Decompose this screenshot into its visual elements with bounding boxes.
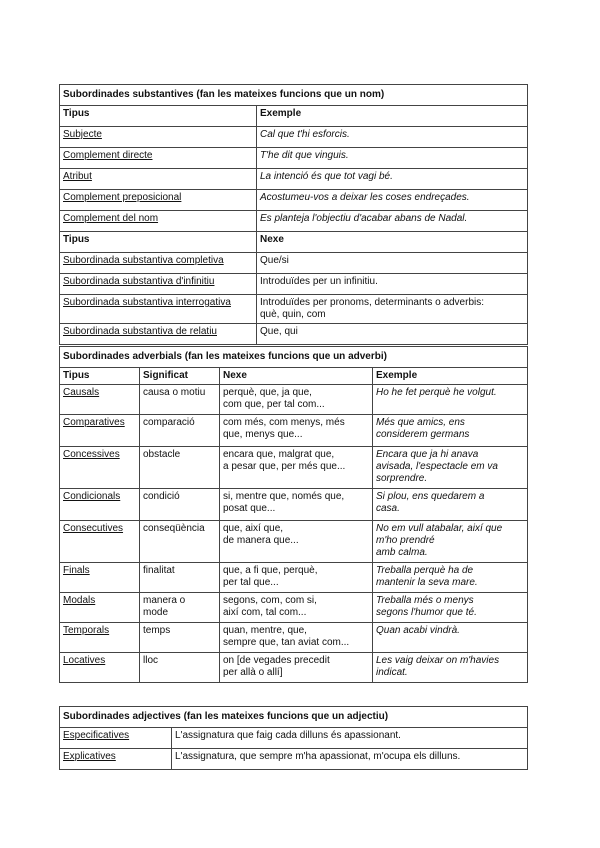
- table-row: [60, 563, 528, 593]
- link-atribut[interactable]: Atribut: [63, 171, 92, 182]
- table-row: [60, 593, 528, 623]
- column-header: Tipus: [60, 368, 140, 385]
- nexe-cell: quan, mentre, que, sempre que, tan aviat com...: [220, 623, 373, 653]
- column-header: Nexe: [257, 232, 528, 253]
- column-header: Significat: [140, 368, 220, 385]
- table-row: [60, 447, 528, 489]
- link-concessives[interactable]: Concessives: [63, 449, 120, 460]
- example-cell: Es planteja l'objectiu d'acabar abans de Nadal.: [257, 211, 528, 232]
- significat-cell: obstacle: [140, 447, 220, 489]
- column-header: Exemple: [373, 368, 528, 385]
- significat-cell: causa o motiu: [140, 385, 220, 415]
- substantives-table: [59, 84, 528, 345]
- nexe-cell: Introduïdes per un infinitiu.: [257, 274, 528, 295]
- adverbials-title: Subordinades adverbials (fan les mateixes funcions que un adverbi): [60, 347, 528, 368]
- adjectives-title: Subordinades adjectives (fan les mateixes funcions que un adjectiu): [60, 707, 528, 728]
- column-header: Nexe: [220, 368, 373, 385]
- adverbials-table: [59, 346, 528, 683]
- significat-cell: finalitat: [140, 563, 220, 593]
- nexe-cell: si, mentre que, només que, posat que...: [220, 489, 373, 521]
- example-cell: Encara que ja hi anava avisada, l'espectacle em va sorprendre.: [373, 447, 528, 489]
- link-locatives[interactable]: Locatives: [63, 655, 106, 666]
- table-row: [60, 623, 528, 653]
- significat-cell: conseqüència: [140, 521, 220, 563]
- table-row: [60, 415, 528, 447]
- significat-cell: condició: [140, 489, 220, 521]
- link-condicionals[interactable]: Condicionals: [63, 491, 121, 502]
- link-complement-del-nom[interactable]: Complement del nom: [63, 213, 159, 224]
- link-consecutives[interactable]: Consecutives: [63, 523, 124, 534]
- example-cell: No em vull atabalar, així que m'ho prendré amb calma.: [373, 521, 528, 563]
- example-cell: Treballa més o menys segons l'humor que té.: [373, 593, 528, 623]
- link-relatiu[interactable]: Subordinada substantiva de relatiu: [63, 326, 217, 337]
- table-row: [60, 521, 528, 563]
- link-finals[interactable]: Finals: [63, 565, 90, 576]
- example-cell: Treballa perquè ha de mantenir la seva mare.: [373, 563, 528, 593]
- example-cell: Cal que t'hi esforcis.: [257, 127, 528, 148]
- link-infinitiu[interactable]: Subordinada substantiva d'infinitiu: [63, 276, 215, 287]
- link-explicatives[interactable]: Explicatives: [63, 751, 116, 762]
- link-complement-directe[interactable]: Complement directe: [63, 150, 153, 161]
- nexe-cell: Que/si: [257, 253, 528, 274]
- link-comparatives[interactable]: Comparatives: [63, 417, 125, 428]
- link-modals[interactable]: Modals: [63, 595, 96, 606]
- example-cell: Més que amics, ens considerem germans: [373, 415, 528, 447]
- significat-cell: lloc: [140, 653, 220, 683]
- nexe-cell: com més, com menys, més que, menys que...: [220, 415, 373, 447]
- adjectives-table: [59, 706, 528, 770]
- nexe-cell: perquè, que, ja que, com que, per tal com...: [220, 385, 373, 415]
- example-cell: Quan acabi vindrà.: [373, 623, 528, 653]
- example-cell: Les vaig deixar on m'havies indicat.: [373, 653, 528, 683]
- link-especificatives[interactable]: Especificatives: [63, 730, 130, 741]
- link-temporals[interactable]: Temporals: [63, 625, 110, 636]
- example-cell: L'assignatura que faig cada dilluns és apassionant.: [172, 728, 528, 749]
- significat-cell: temps: [140, 623, 220, 653]
- example-cell: La intenció és que tot vagi bé.: [257, 169, 528, 190]
- link-completiva[interactable]: Subordinada substantiva completiva: [63, 255, 224, 266]
- column-header: Tipus: [60, 106, 257, 127]
- nexe-cell: que, a fi que, perquè, per tal que...: [220, 563, 373, 593]
- nexe-cell: on [de vegades precedit per allà o allí]: [220, 653, 373, 683]
- column-header: Tipus: [60, 232, 257, 253]
- nexe-cell: que, així que, de manera que...: [220, 521, 373, 563]
- nexe-cell: Que, qui: [257, 324, 528, 345]
- table-row: [60, 385, 528, 415]
- nexe-cell: encara que, malgrat que, a pesar que, per més que...: [220, 447, 373, 489]
- column-header: Exemple: [257, 106, 528, 127]
- table-row: [60, 489, 528, 521]
- nexe-cell: segons, com, com si, així com, tal com...: [220, 593, 373, 623]
- link-causals[interactable]: Causals: [63, 387, 100, 398]
- example-cell: Ho he fet perquè he volgut.: [373, 385, 528, 415]
- example-cell: Si plou, ens quedarem a casa.: [373, 489, 528, 521]
- example-cell: T'he dit que vinguis.: [257, 148, 528, 169]
- link-complement-preposicional[interactable]: Complement preposicional: [63, 192, 182, 203]
- example-cell: L'assignatura, que sempre m'ha apassionat, m'ocupa els dilluns.: [172, 749, 528, 770]
- example-cell: Acostumeu-vos a deixar les coses endreçades.: [257, 190, 528, 211]
- nexe-cell: Introduïdes per pronoms, determinants o adverbis: què, quin, com: [257, 295, 528, 324]
- substantives-title: Subordinades substantives (fan les mateixes funcions que un nom): [60, 85, 528, 106]
- significat-cell: comparació: [140, 415, 220, 447]
- link-interrogativa[interactable]: Subordinada substantiva interrogativa: [63, 297, 231, 308]
- significat-cell: manera o mode: [140, 593, 220, 623]
- link-subjecte[interactable]: Subjecte: [63, 129, 102, 140]
- table-row: [60, 653, 528, 683]
